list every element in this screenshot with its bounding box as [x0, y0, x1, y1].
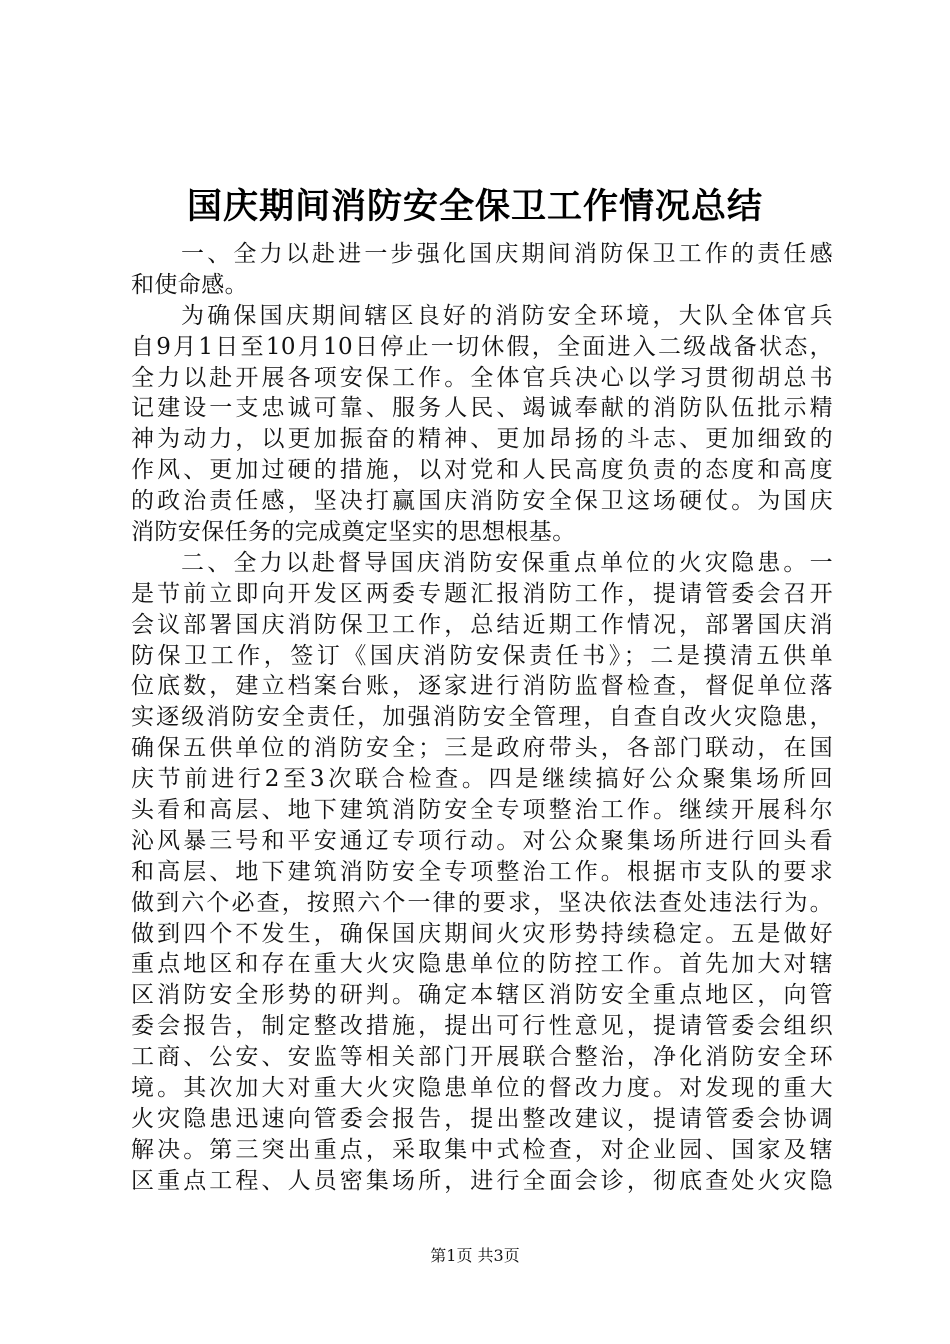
body-line: 做到六个必查，按照六个一律的要求，坚决依法查处违法行为。	[131, 889, 833, 916]
body-line: 做到四个不发生，确保国庆期间火灾形势持续稳定。五是做好	[131, 920, 833, 947]
body-line: 作风、更加过硬的措施，以对党和人民高度负责的态度和高度	[131, 457, 833, 484]
body-line: 为确保国庆期间辖区良好的消防安全环境，大队全体官兵	[181, 302, 833, 329]
body-line: 实逐级消防安全责任，加强消防安全管理，自查自改火灾隐患，	[131, 704, 833, 731]
body-line: 会议部署国庆消防保卫工作，总结近期工作情况，部署国庆消	[131, 611, 833, 638]
body-line: 区消防安全形势的研判。确定本辖区消防安全重点地区，向管	[131, 982, 833, 1009]
document-title: 国庆期间消防安全保卫工作情况总结	[186, 187, 763, 227]
body-line: 头看和高层、地下建筑消防安全专项整治工作。继续开展科尔	[131, 797, 833, 824]
body-line: 和高层、地下建筑消防安全专项整治工作。根据市支队的要求	[131, 858, 833, 885]
body-line: 沁风暴三号和平安通辽专项行动。对公众聚集场所进行回头看	[131, 827, 833, 854]
body-line: 区重点工程、人员密集场所，进行全面会诊，彻底查处火灾隐	[131, 1167, 833, 1194]
body-line: 和使命感。	[131, 271, 248, 298]
document-body	[131, 239, 833, 1197]
body-line: 火灾隐患迅速向管委会报告，提出整改建议，提请管委会协调	[131, 1105, 833, 1132]
body-line: 境。其次加大对重大火灾隐患单位的督改力度。对发现的重大	[131, 1075, 833, 1102]
body-line: 神为动力，以更加振奋的精神、更加昂扬的斗志、更加细致的	[131, 426, 833, 453]
body-line: 重点地区和存在重大火灾隐患单位的防控工作。首先加大对辖	[131, 951, 833, 978]
body-line: 委会报告，制定整改措施，提出可行性意见，提请管委会组织	[131, 1013, 833, 1040]
body-line: 解决。第三突出重点，采取集中式检查，对企业园、国家及辖	[131, 1136, 833, 1163]
page-number-footer: 第1页 共3页	[430, 1246, 520, 1265]
body-line: 确保五供单位的消防安全；三是政府带头，各部门联动，在国	[131, 735, 833, 762]
body-line: 是节前立即向开发区两委专题汇报消防工作，提请管委会召开	[131, 580, 833, 607]
body-line: 全力以赴开展各项安保工作。全体官兵决心以学习贯彻胡总书	[131, 364, 833, 391]
body-line: 庆节前进行2至3次联合检查。四是继续搞好公众聚集场所回	[131, 766, 833, 793]
body-line: 记建设一支忠诚可靠、服务人民、竭诚奉献的消防队伍批示精	[131, 395, 833, 422]
body-line: 消防安保任务的完成奠定坚实的思想根基。	[131, 519, 576, 546]
body-line: 的政治责任感，坚决打赢国庆消防安全保卫这场硬仗。为国庆	[131, 488, 833, 515]
body-line: 工商、公安、安监等相关部门开展联合整治，净化消防安全环	[131, 1044, 833, 1071]
body-line: 自9月1日至10月10日停止一切休假，全面进入二级战备状态，	[131, 333, 833, 360]
body-line: 一、全力以赴进一步强化国庆期间消防保卫工作的责任感	[181, 241, 833, 267]
body-line: 防保卫工作，签订《国庆消防安保责任书》；二是摸清五供单	[131, 642, 833, 669]
body-line: 位底数，建立档案台账，逐家进行消防监督检查，督促单位落	[131, 673, 833, 700]
body-line: 二、全力以赴督导国庆消防安保重点单位的火灾隐患。一	[181, 549, 833, 576]
